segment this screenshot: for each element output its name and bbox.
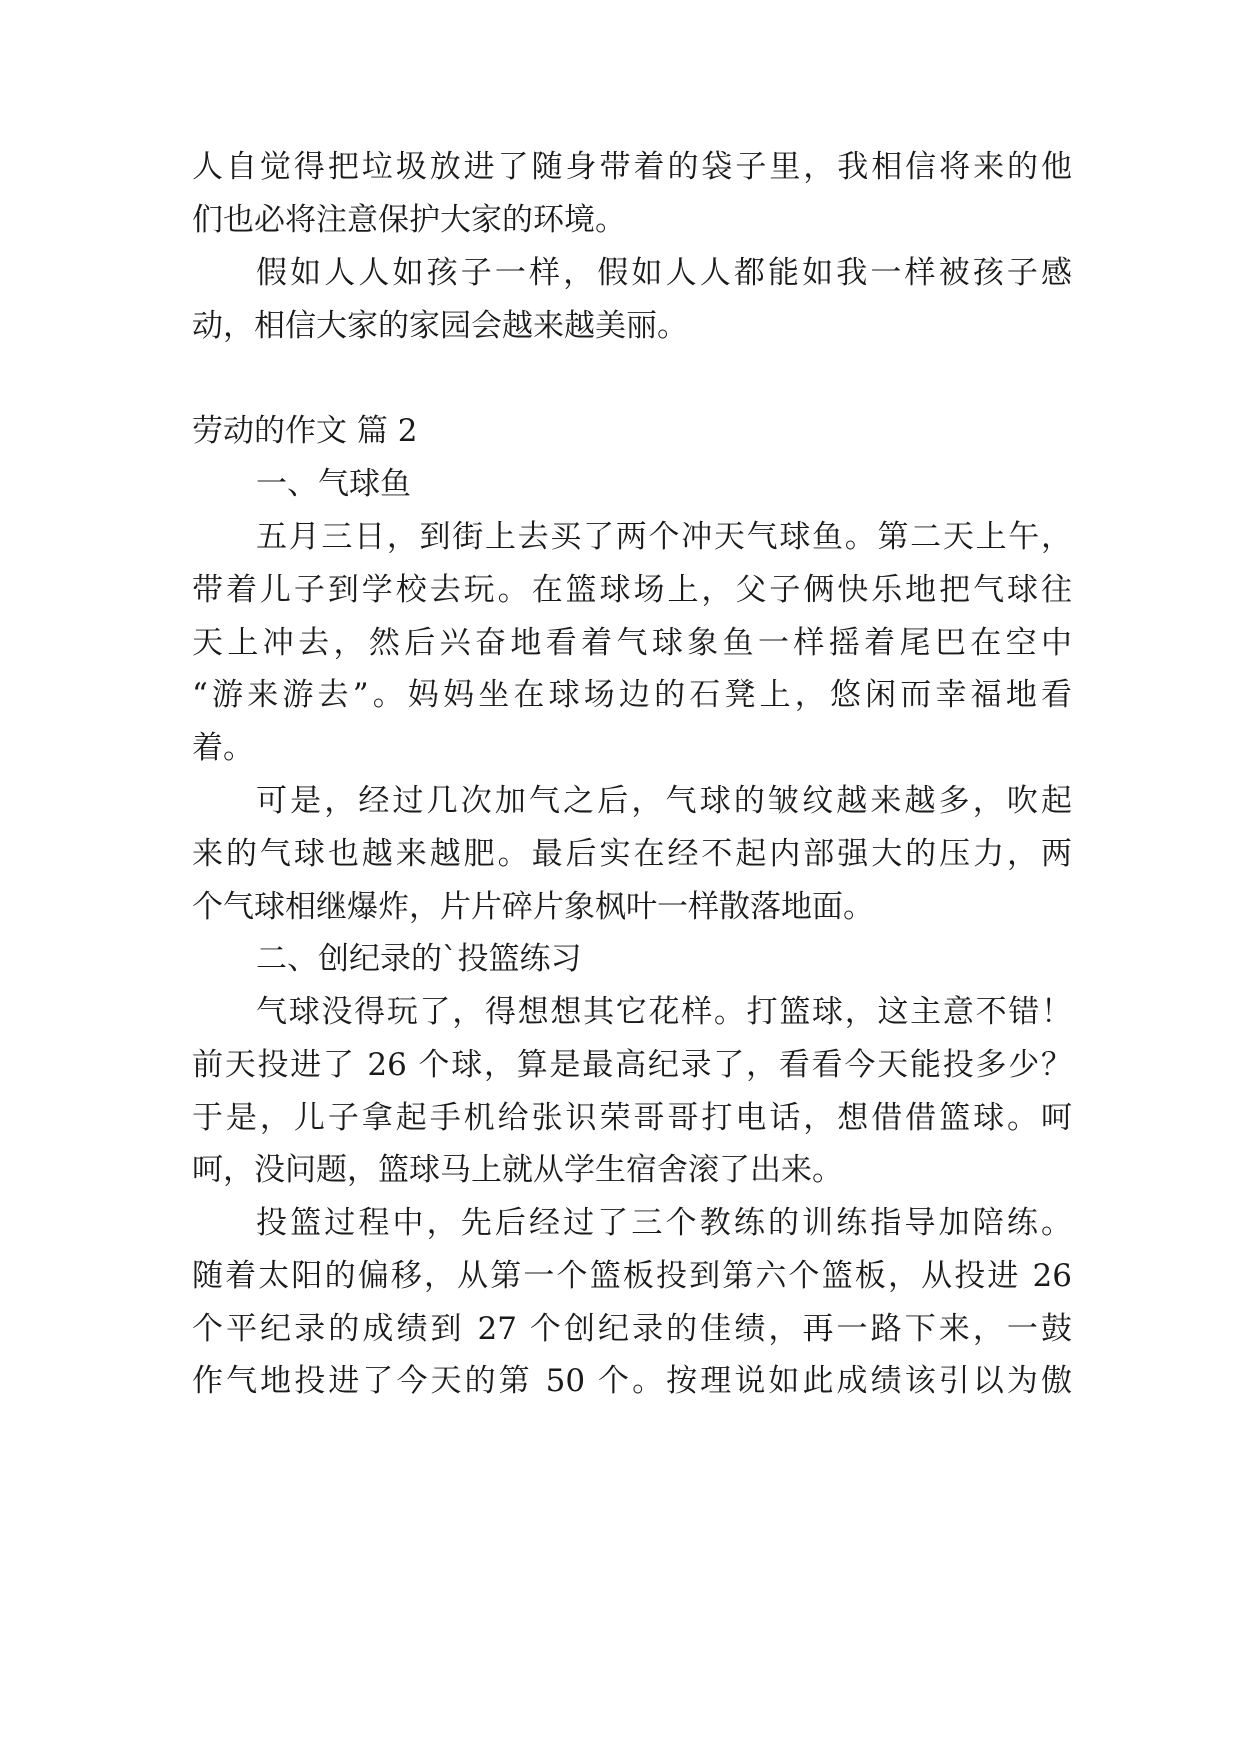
text-line: 个气球相继爆炸，片片碎片象枫叶一样散落地面。 xyxy=(192,889,874,925)
text-line: 前天投进了 26 个球，算是最高纪录了，看看今天能投多少？ xyxy=(192,1047,1072,1083)
text-line: 个平纪录的成绩到 27 个创纪录的佳绩，再一路下来，一鼓 xyxy=(192,1311,1072,1347)
text-line: 来的气球也越来越肥。最后实在经不起内部强大的压力，两 xyxy=(192,836,1072,872)
text-line: 天上冲去，然后兴奋地看着气球象鱼一样摇着尾巴在空中 xyxy=(192,625,1072,661)
text-line: 作气地投进了今天的第 50 个。按理说如此成绩该引以为傲 xyxy=(192,1363,1072,1399)
text-line: 可是，经过几次加气之后，气球的皱纹越来越多，吹起 xyxy=(256,783,1072,819)
text-line: 气球没得玩了，得想想其它花样。打篮球，这主意不错！ xyxy=(256,994,1072,1030)
text-line: 假如人人如孩子一样，假如人人都能如我一样被孩子感 xyxy=(256,255,1072,291)
subheading: 二、创纪录的`投篮练习 xyxy=(256,941,582,977)
text-line: 投篮过程中，先后经过了三个教练的训练指导加陪练。 xyxy=(256,1205,1072,1241)
text-line: 动，相信大家的家园会越来越美丽。 xyxy=(192,308,688,344)
text-line: “游来游去”。妈妈坐在球场边的石凳上，悠闲而幸福地看 xyxy=(192,677,1072,713)
text-line: 着。 xyxy=(192,730,254,766)
text-line: 人自觉得把垃圾放进了随身带着的袋子里，我相信将来的他 xyxy=(192,149,1072,185)
subheading: 一、气球鱼 xyxy=(256,466,411,502)
text-line: 五月三日，到街上去买了两个冲天气球鱼。第二天上午， xyxy=(256,519,1072,555)
section-heading: 劳动的作文 篇 2 xyxy=(192,413,418,449)
text-line: 呵，没问题，篮球马上就从学生宿舍滚了出来。 xyxy=(192,1152,843,1188)
text-line: 于是，儿子拿起手机给张识荣哥哥打电话，想借借篮球。呵 xyxy=(192,1100,1072,1136)
text-line: 们也必将注意保护大家的环境。 xyxy=(192,202,626,238)
text-line: 带着儿子到学校去玩。在篮球场上，父子俩快乐地把气球往 xyxy=(192,572,1072,608)
text-line: 随着太阳的偏移，从第一个篮板投到第六个篮板，从投进 26 xyxy=(192,1258,1072,1294)
